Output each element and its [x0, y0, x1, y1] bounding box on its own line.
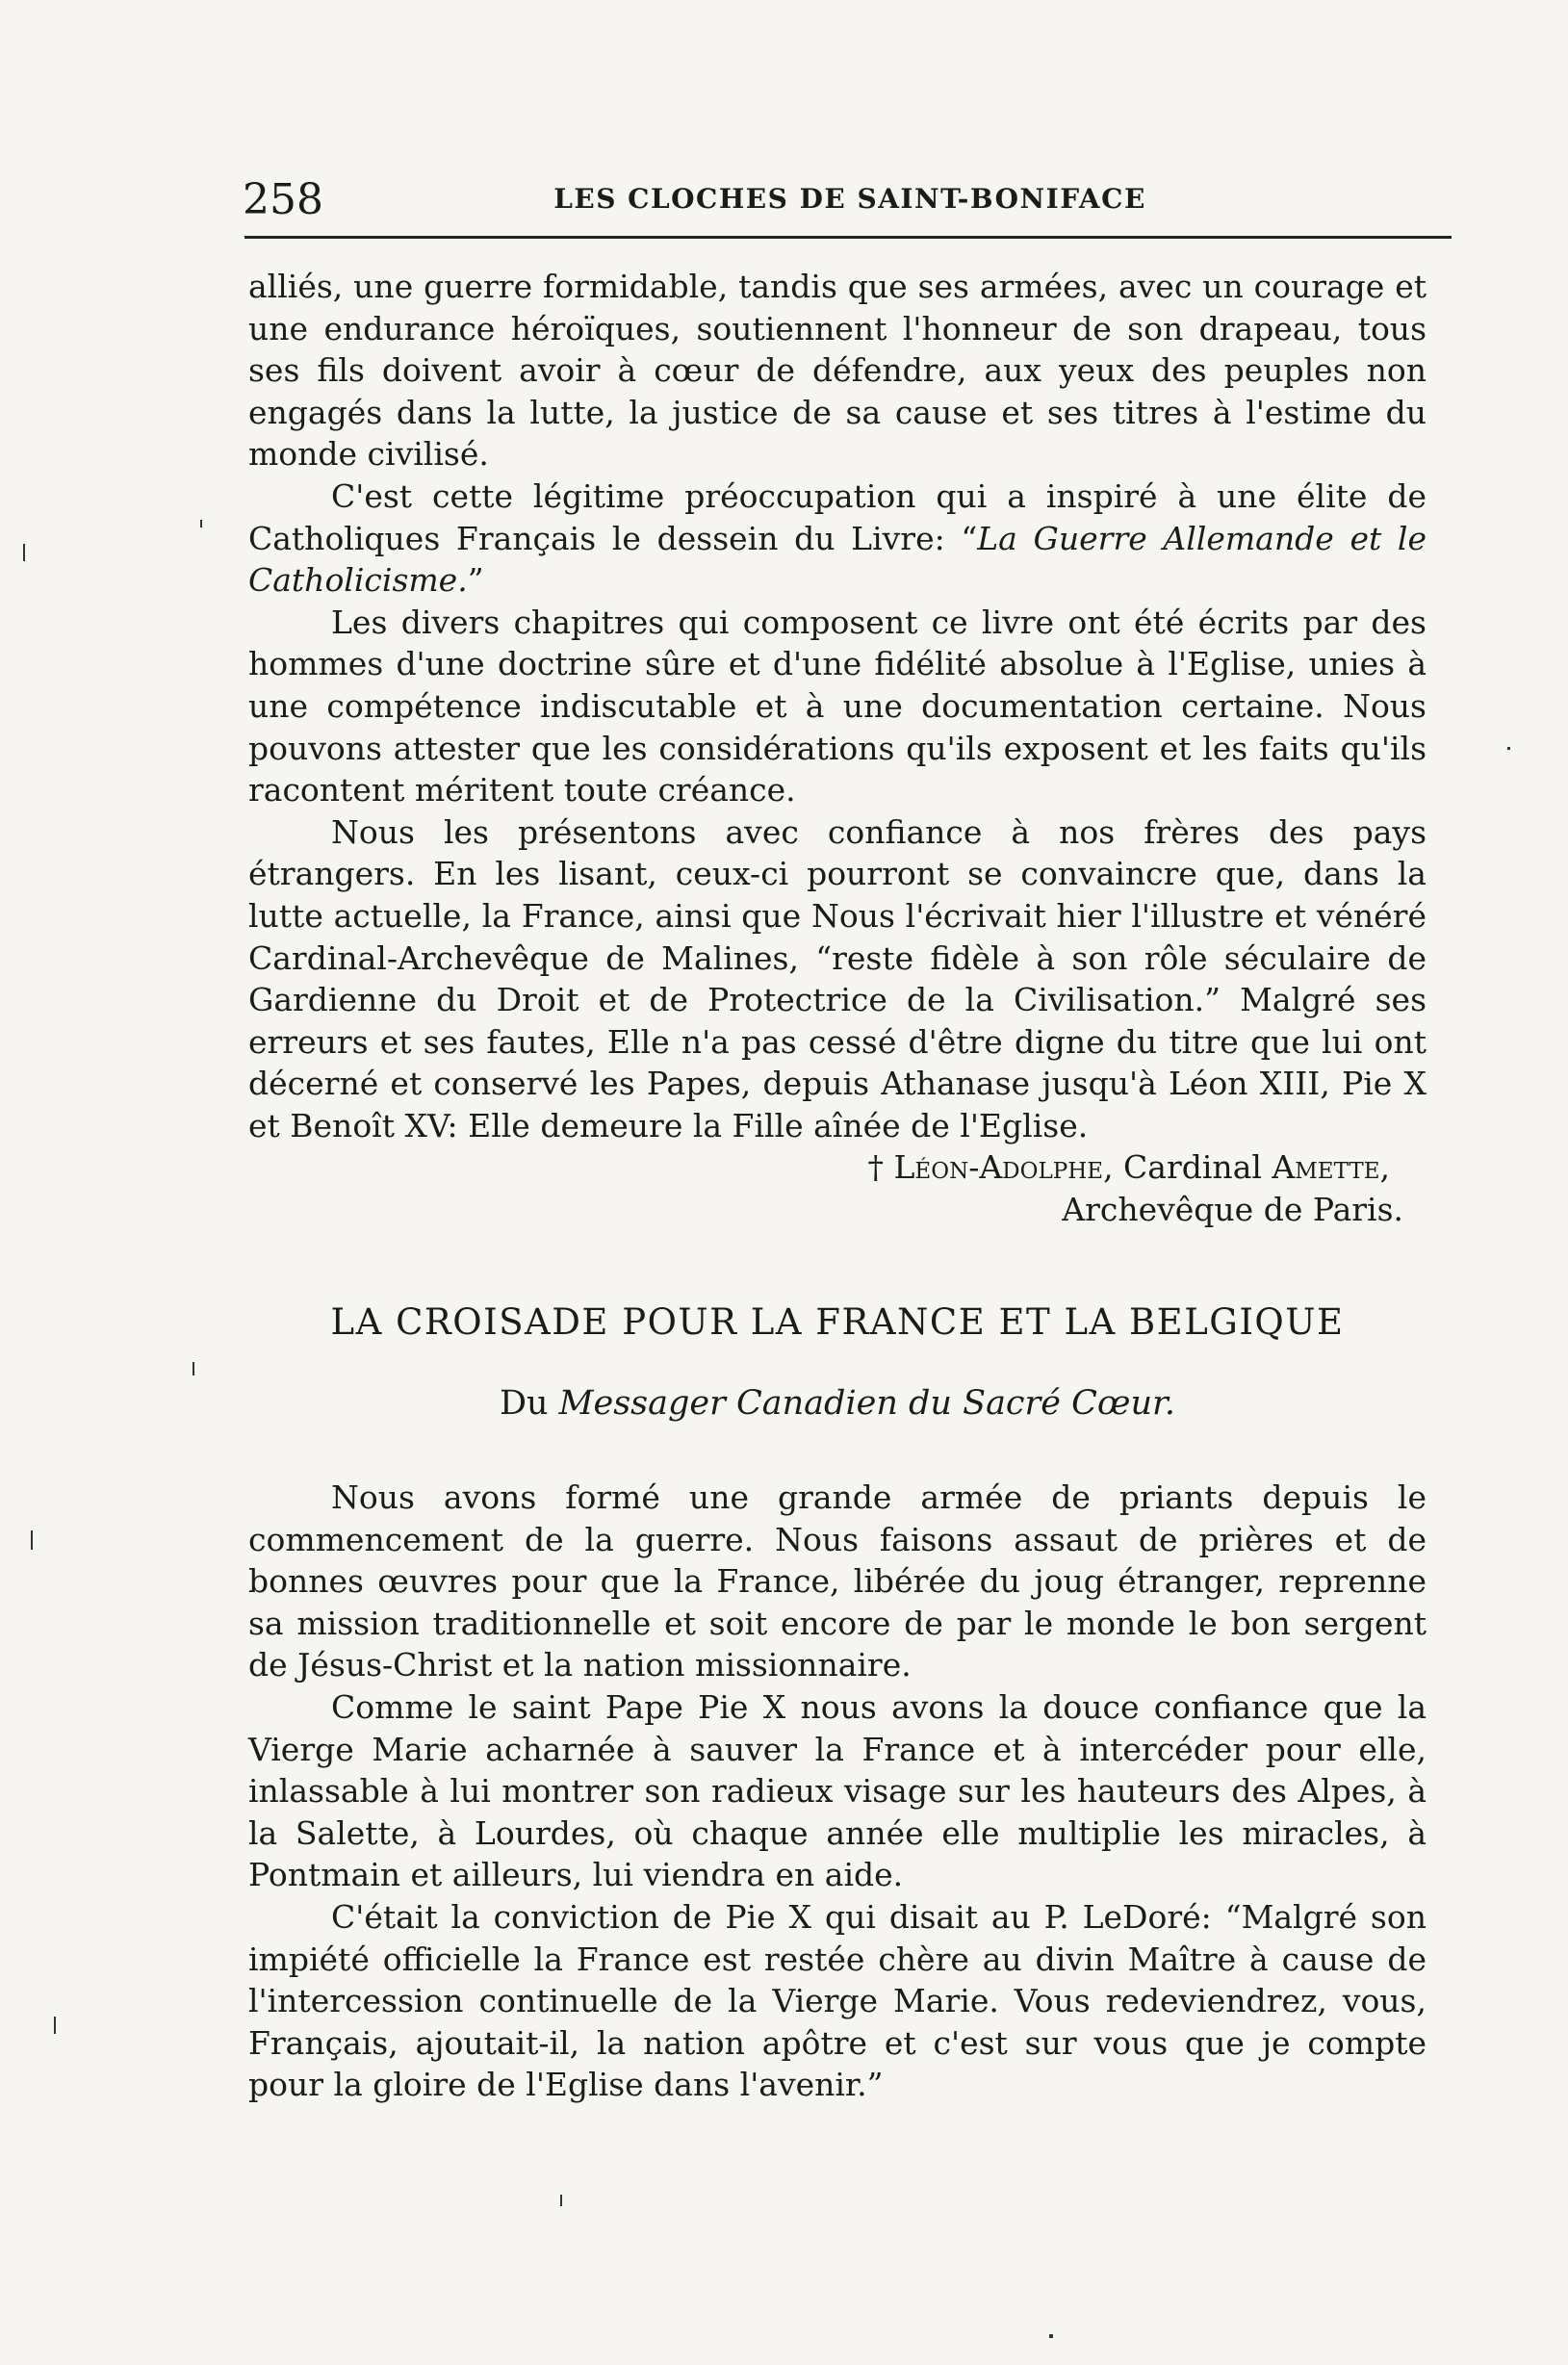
- article-paragraph-1: Nous avons formé une grande armée de priants depuis le commencement de la guerre. Nous faisons assaut de prières et de bonnes œuvres pour que la France, libérée du joug étranger, reprenne sa mission traditionnelle et soit encore de par le monde le bon sergent de Jésus-Christ et la nation missionnaire.: [248, 1478, 1427, 1684]
- letter-text: [248, 266, 1427, 1231]
- book-title: La Guerre Allemande et le Catholicisme.: [248, 519, 1427, 600]
- paragraph-text: C'est cette légitime préoccupation qui a inspiré à une élite de Catholiques Français le dessein du Livre: “: [248, 476, 1427, 557]
- scan-speck: [54, 2017, 56, 2034]
- article-paragraph-3: C'était la conviction de Pie X qui disait au P. LeDoré: “Malgré son impiété officielle la France est restée chère au divin Maître à cause de l'intercession continuelle de la Vierge Marie. Vous redeviendrez, vous, Français, ajoutait-il, la nation apôtre et c'est sur vous que je compte pour la gloire de l'Eglise dans l'avenir.”: [248, 1897, 1427, 2104]
- source-prefix: Du: [499, 1384, 559, 1423]
- article-source: [248, 1384, 1427, 1423]
- signature-punctuation: ,: [1379, 1148, 1390, 1187]
- cross-symbol: †: [867, 1148, 885, 1187]
- signature-surname: Amette: [1272, 1148, 1380, 1187]
- scan-speck: [1507, 747, 1510, 750]
- scan-speck: [31, 1530, 33, 1550]
- header-rule: [244, 236, 1452, 239]
- page-number: 258: [243, 175, 323, 224]
- letter-paragraph-3: Les divers chapitres qui composent ce livre ont été écrits par des hommes d'une doctrine sûre et d'une fidélité absolue à l'Eglise, unies à une compétence indiscutable et à une documentation certaine. Nous pouvons attester que les considérations qu'ils exposent et les faits qu'ils racontent méritent toute créance.: [248, 603, 1427, 810]
- scan-speck: [200, 520, 202, 527]
- letter-paragraph-4: Nous les présentons avec confiance à nos frères des pays étrangers. En les lisant, ceux-ci pourront se convaincre que, dans la lutte actuelle, la France, ainsi que Nous l'écrivait hier l'illustre et vénéré Cardinal-Archevêque de Malines, “reste fidèle à son rôle séculaire de Gardienne du Droit et de Protectrice de la Civilisation.” Malgré ses erreurs et ses fautes, Elle n'a pas cessé d'être digne du titre que lui ont décerné et conservé les Papes, depuis Athanase jusqu'à Léon XIII, Pie X et Benoît XV: Elle demeure la Fille aînée de l'Eglise.: [248, 812, 1427, 1144]
- source-name: Messager Canadien du Sacré Cœur.: [558, 1384, 1176, 1423]
- article-text: [248, 1477, 1427, 2106]
- signature-name: Léon-Adolphe: [893, 1148, 1104, 1187]
- signature-separator: , Cardinal: [1103, 1148, 1272, 1187]
- signature-title: Archevêque de Paris.: [1062, 1191, 1403, 1229]
- article-title: LA CROISADE POUR LA FRANCE ET LA BELGIQUE: [330, 1301, 1345, 1343]
- scan-speck: [560, 2195, 562, 2206]
- signature-line: [248, 1146, 1427, 1189]
- scan-speck: [23, 544, 25, 561]
- closing-quote: ”: [467, 561, 484, 600]
- page-header: [243, 175, 1457, 225]
- scan-speck: [193, 1362, 194, 1375]
- running-title: LES CLOCHES DE SAINT-BONIFACE: [553, 183, 1146, 215]
- letter-paragraph-1: alliés, une guerre formidable, tandis que ses armées, avec un courage et une endurance héroïques, soutiennent l'honneur de son drapeau, tous ses fils doivent avoir à cœur de défendre, aux yeux des peuples non engagés dans la lutte, la justice de sa cause et ses titres à l'estime du monde civilisé.: [248, 268, 1427, 474]
- letter-paragraph-2: [248, 476, 1427, 602]
- article-paragraph-2: Comme le saint Pape Pie X nous avons la douce confiance que la Vierge Marie acharnée à sauver la France et à intercéder pour elle, inlassable à lui montrer son radieux visage sur les hauteurs des Alpes, à la Salette, à Lourdes, où chaque année elle multiplie les miracles, à Pontmain et ailleurs, lui viendra en aide.: [248, 1687, 1427, 1894]
- scan-speck: [1049, 2334, 1053, 2338]
